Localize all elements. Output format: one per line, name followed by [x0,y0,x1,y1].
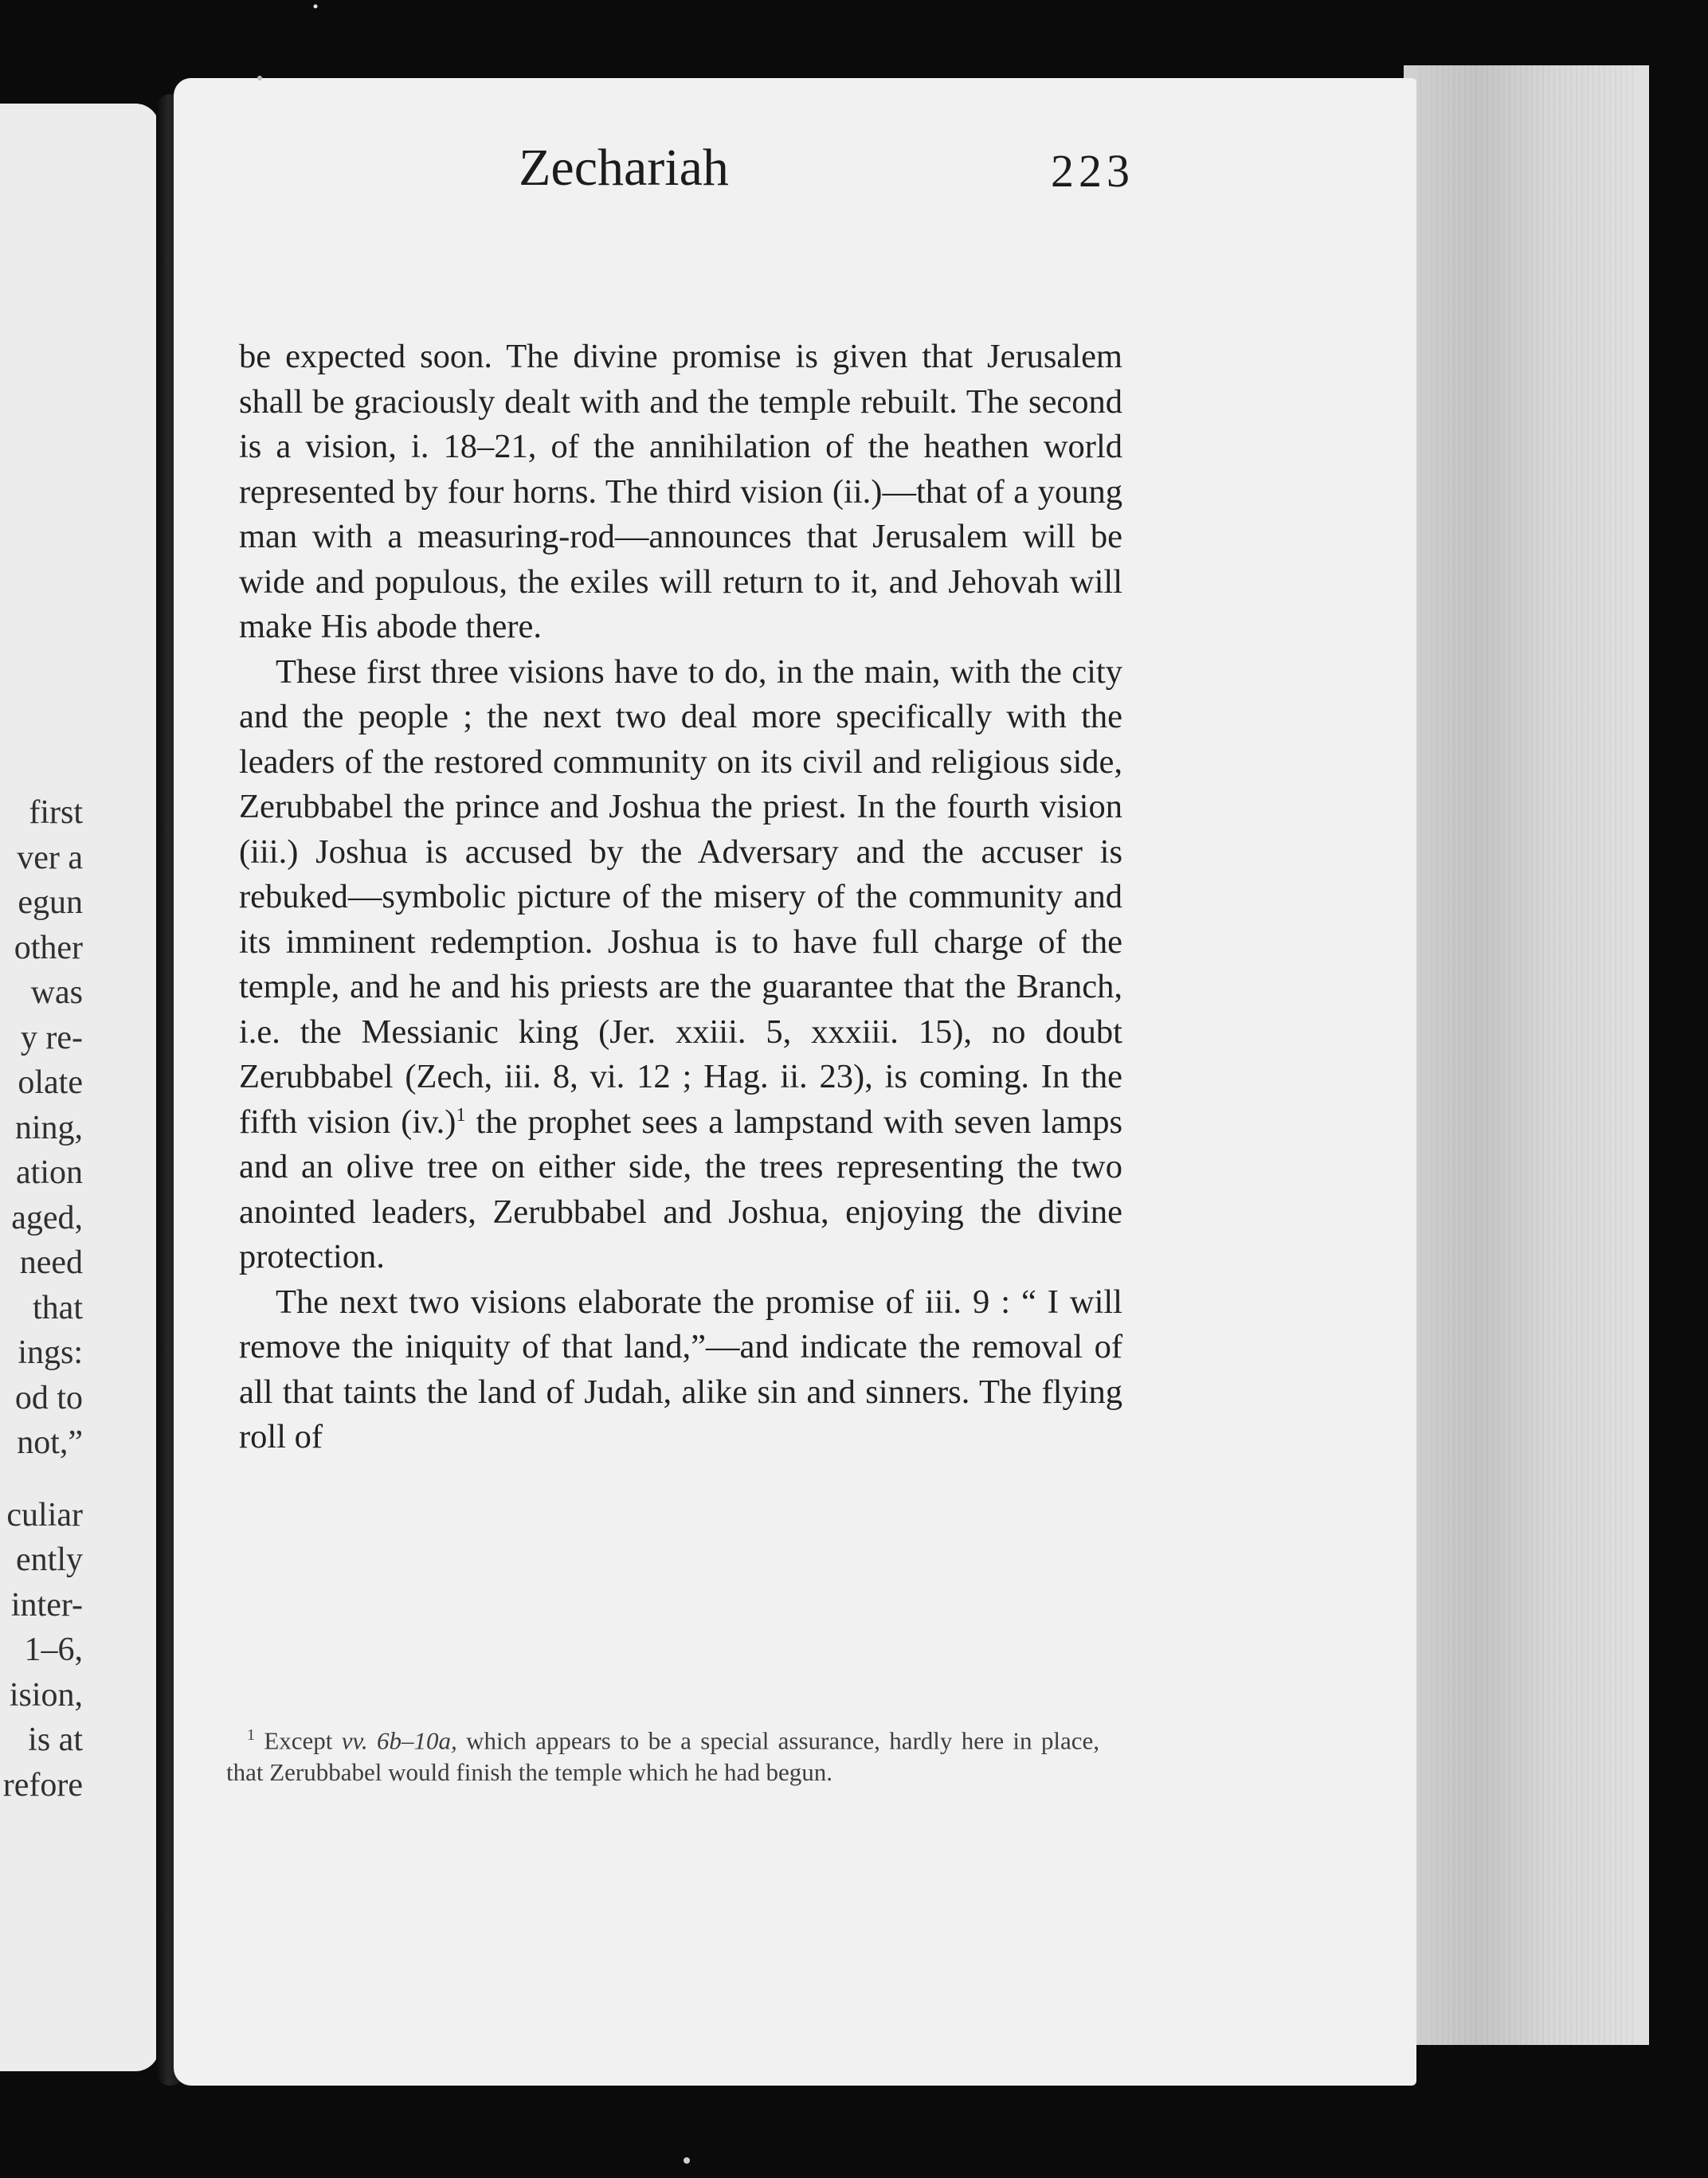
previous-page-fragment: ings: [18,1334,83,1371]
previous-page-fragment: that [33,1289,83,1326]
paragraph-3: The next two visions elaborate the promise of iii. 9 : “ I will remove the iniquity of that land,”—and indicate the removal of all that taints the land of Judah, alike sin and sinners. The flying roll of [239,1283,1122,1455]
previous-page-fragment: is at [28,1722,83,1758]
paragraph-2-part-1: These first three visions have to do, in the main, with the city and the people ; the next two deal more specifically with the leaders of the restored community on its civil and religious side, Zerubbabel the prince and Joshua the priest. In the fourth vision (iii.) Joshua is accused by the Adversary and the accuser is rebuked—symbolic picture of the misery of the community and its imminent redemption. Joshua is to have full charge of the temple, and he and his priests are the guarantee that the Branch, i.e. the Messianic king (Jer. xxiii. 5, xxxiii. 15), no doubt Zerubbabel (Zech, iii. 8, vi. 12 ; Hag. ii. 23), is coming. In the fifth vision (iv.) [239,652,1122,1141]
paragraph-1: be expected soon. The divine promise is given that Jerusalem shall be graciously dealt with and the temple rebuilt. The second is a vision, i. 18–21, of the annihilation of the heathen world represented by four horns. The third vision (ii.)—that of a young man with a measuring-rod—announces that Jerusalem will be wide and populous, the exiles will return to it, and Jehovah will make His abode there. [239,338,1122,645]
previous-page-fragment: first [29,794,83,831]
previous-page-fragment: y re- [20,1019,83,1056]
previous-page-fragment: not,” [17,1424,83,1461]
previous-page-fragment: ver a [17,839,83,876]
scan-speck [314,5,318,9]
previous-page-fragment: was [30,974,83,1011]
previous-page-fragment: other [14,929,83,966]
footnote-verse-reference: vv. 6b–10a, [341,1726,457,1755]
previous-page-fragment: egun [18,884,83,921]
paragraph-2-part-2: the prophet sees a lampstand with seven lamps and an olive tree on either side, the trees representing the two anointed leaders, Zerubbabel and Joshua, enjoying the divine protection. [239,1103,1122,1275]
footnote [226,1719,1099,1788]
previous-page-fragment: refore [2,1766,83,1804]
previous-page-fragment: culiar [6,1496,83,1534]
footnote-text: which appears to be a special assurance, hardly here in place, that Zerubbabel would finish the temple which he had begun. [226,1726,1099,1787]
previous-page-fragment: aged, [11,1199,83,1236]
previous-page-fragment: ision, [9,1676,83,1714]
scan-speck [684,2157,690,2164]
previous-page-fragment: ation [16,1154,83,1191]
page-block-fore-edge [1404,65,1649,2045]
previous-page-fragment: inter- [10,1586,83,1624]
previous-page-fragment: ning, [14,1109,83,1146]
previous-page-fragment: ently [16,1541,83,1578]
previous-page-text-fragments [0,790,83,1808]
body-text [239,335,1122,1460]
previous-page-fragment: od to [14,1379,83,1416]
previous-page-fragment: olate [18,1064,83,1101]
previous-page [0,104,159,2071]
page-number: 223 [1051,145,1134,197]
footnote-marker: 1 [247,1726,255,1744]
paragraph-2 [239,650,1122,1280]
previous-page-fragment: 1–6, [24,1632,83,1668]
previous-page-fragment: need [19,1244,83,1281]
footnote-reference: 1 [456,1104,466,1126]
footnote-lead: Except [255,1726,342,1755]
running-header-title: Zechariah [519,139,729,197]
